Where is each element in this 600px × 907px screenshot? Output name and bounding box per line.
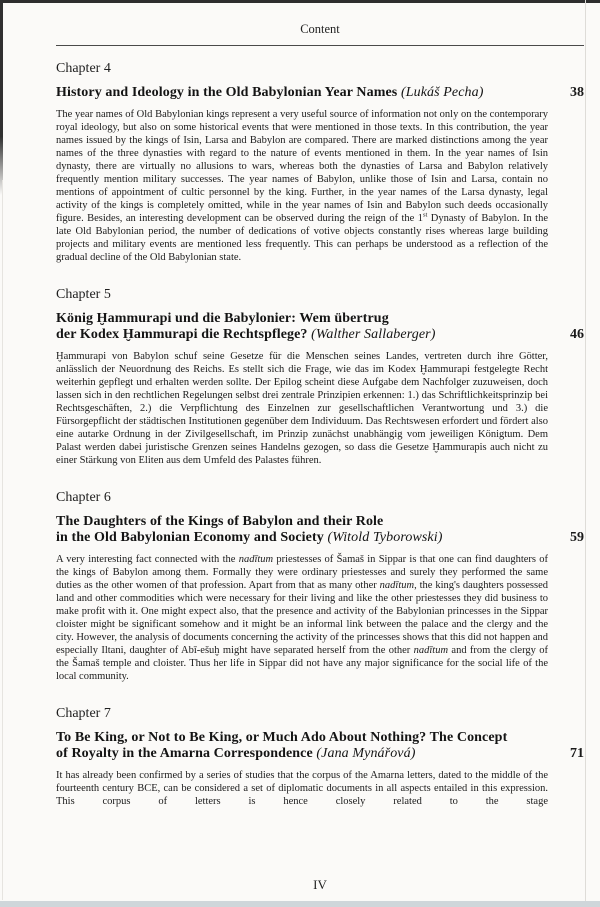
- chapter-page-number: 59: [570, 529, 584, 545]
- chapters-list: [56, 60, 584, 808]
- chapter-title-row: [56, 514, 584, 547]
- chapter-label: Chapter 7: [56, 705, 111, 721]
- chapter-title: The Daughters of the Kings of Babylon and their Role in the Old Babylonian Economy and Society (Witold Tyborowski): [56, 513, 443, 545]
- chapter-title: König Ḫammurapi und die Babylonier: Wem übertrug der Kodex Ḫammurapi die Rechtspflege? (Walther Sallaberger): [56, 310, 436, 342]
- chapter-abstract: It has already been confirmed by a series of studies that the corpus of the Amarna letters, dated to the middle of the fourteenth century BCE, can be considered a set of diplomatic documents in all aspects entailed in this expression. This corpus of letters is hence closely related to the stage: [56, 769, 548, 807]
- scan-page-edge-right: [585, 0, 586, 907]
- chapter-author: (Jana Mynářová): [316, 746, 416, 761]
- chapter-author: (Witold Tyborowski): [327, 530, 443, 545]
- chapter-label: Chapter 6: [56, 489, 111, 505]
- chapter-abstract: The year names of Old Babylonian kings represent a very useful source of information not only on the contemporary royal ideology, but also on some historical events that were mentioned in those texts. In this contribution, the year names issued by the kings of Isin, Larsa and Babylon are compared. There are marked distinctions among the year names of the three dynasties with regard to the nature of events mentioned in them. In the year names of Isin dynasty, there are virtually no allusions to wars, whereas both the dynasties of Larsa and Babylon relatively frequently mention military successes. The year names of Babylon, unlike those of Isin and Larsa, contain no mentions of appointment of cultic personnel by the king. Further, in the year names of the Larsa dynasty, legal activity of the kings is completely omitted, while in the year names of Isin and Babylon such deeds occasionally figure. Besides, an interesting development can be observed during the reign of the 1st Dynasty of Babylon. In the late Old Babylonian period, the number of dedications of votive objects constantly rises whereas large building projects and military events are mentioned less frequently. This can perhaps be understood as a reflection of the gradual decline of the Old Babylonian state.: [56, 108, 548, 263]
- running-header: Content: [300, 22, 340, 36]
- scan-edge-bottom: [0, 901, 600, 907]
- chapter-title: History and Ideology in the Old Babylonian Year Names (Lukáš Pecha): [56, 85, 484, 100]
- chapter-title-row: [56, 85, 584, 102]
- chapter-entry: [56, 60, 584, 264]
- scan-page-edge-left: [2, 180, 3, 900]
- chapter-title: To Be King, or Not to Be King, or Much Ado About Nothing? The Concept of Royalty in the Amarna Correspondence (Jana Mynářová): [56, 729, 508, 761]
- chapter-page-number: 71: [570, 745, 584, 761]
- scan-edge-left: [0, 0, 3, 195]
- header-rule: [56, 45, 584, 46]
- chapter-label: Chapter 5: [56, 286, 111, 302]
- chapter-label: Chapter 4: [56, 61, 111, 76]
- chapter-entry: [56, 705, 584, 808]
- chapter-abstract: Ḫammurapi von Babylon schuf seine Gesetze für die Menschen seines Landes, vertreten durch ihre Götter, anlässlich der Neuordnung des Reichs. Es stellt sich die Frage, wie das im Kodex Ḫammurapi festgelegte Recht weiterhin gepflegt und erhalten werden sollte. Der Epilog scheint diese Aufgabe dem Nachfolger zuzuweisen, doch lassen sich in den rechtlichen Regelungen selbst drei zentrale Prinzipien erkennen: 1.) das Schriftlichkeitsprinzip bei Rechtsgeschäften, 2.) die Verpflichtung des Einzelnen zur gesellschaftlichen Verantwortung und 3.) die Fürsorgepflicht der städtischen Institutionen gegenüber dem Individuum. Das Rechtswesen erfordert und fördert also eine autarke Ordnung in der Zivilgesellschaft, im Prinzip zunächst unabhängig vom jeweiligen Königtum. Dem Palast werden dabei juristische Grenzen seines Handelns gezogen, so dass die Gesetze Ḫammurapis auch nicht zu einer Stärkung von Eliten aus dem Umfeld des Palastes führen.: [56, 350, 548, 466]
- chapter-title-row: [56, 730, 584, 763]
- chapter-entry: [56, 286, 584, 467]
- chapter-page-number: 46: [570, 326, 584, 342]
- scan-edge-top: [0, 0, 600, 3]
- chapter-author: (Walther Sallaberger): [311, 327, 436, 342]
- page-number-footer: IV: [313, 877, 327, 892]
- chapter-title-row: [56, 311, 584, 344]
- chapter-page-number: 38: [570, 84, 584, 100]
- chapter-author: (Lukáš Pecha): [400, 85, 484, 100]
- chapter-abstract: A very interesting fact connected with the nadītum priestesses of Šamaš in Sippar is that one can find daughters of the kings of Babylon among them. Formally they were ordinary priestesses and surely they performed the same duties as the other women of that profession. Apart from that as many other nadītum, the king's daughters possessed land and other commodities which were necessary for their living and like the other priestesses they did business to make profit with it. One might expect also, that the presence and activity of the Babylonian princesses in the Sippar cloister might be significant somehow and it might be an informal link between the palace and the clergy and the city. However, the analysis of documents concerning the activity of the princesses shows that this did not happen and especially Iltani, daughter of Abī-ešuḫ might have separated herself from the other nadītum and from the clergy of the Šamaš temple and cloister. Thus her life in Sippar did not have any major significance for the social life of the local community.: [56, 553, 548, 682]
- chapter-entry: [56, 489, 584, 683]
